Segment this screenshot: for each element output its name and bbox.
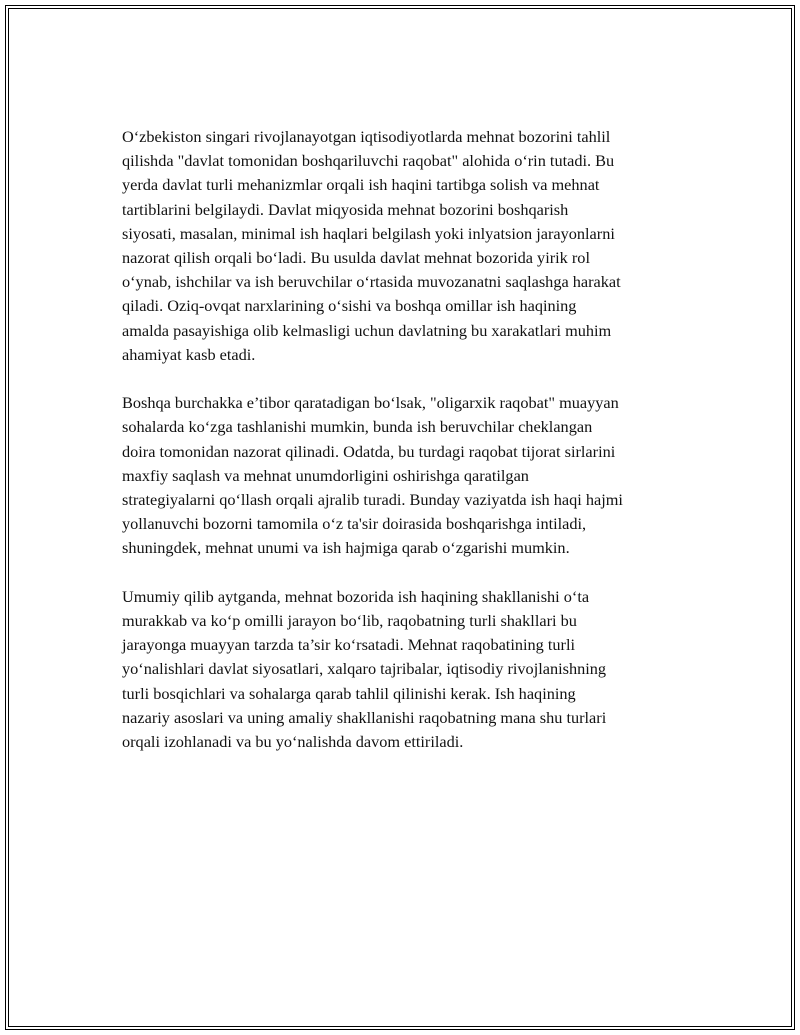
paragraph-1	[122, 125, 702, 367]
text-line: Boshqa burchakka e’tibor qaratadigan bo‘lsak, "oligarxik raqobat" muayyan	[122, 393, 619, 413]
document-body	[122, 125, 702, 778]
text-line: turli bosqichlari va sohalarga qarab tahlil qilinishi kerak. Ish haqining	[122, 683, 576, 703]
text-line: o‘ynab, ishchilar va ish beruvchilar o‘rtasida muvozanatni saqlashga harakat	[122, 272, 621, 292]
text-line: strategiyalarni qo‘llash orqali ajralib turadi. Bunday vaziyatda ish haqi hajmi	[122, 490, 623, 510]
document-page	[5, 5, 795, 1030]
paragraph-2	[122, 391, 702, 560]
text-line: orqali izohlanadi va bu yo‘nalishda davom ettiriladi.	[122, 732, 464, 752]
paragraph-3	[122, 585, 702, 754]
text-line: yo‘nalishlari davlat siyosatlari, xalqaro tajribalar, iqtisodiy rivojlanishning	[122, 659, 607, 679]
text-line: qilishda "davlat tomonidan boshqariluvchi raqobat" alohida o‘rin tutadi. Bu	[122, 151, 615, 171]
text-line: sohalarda ko‘zga tashlanishi mumkin, bunda ish beruvchilar cheklangan	[122, 417, 593, 437]
text-line: doira tomonidan nazorat qilinadi. Odatda, bu turdagi raqobat tijorat sirlarini	[122, 441, 616, 461]
text-line: O‘zbekiston singari rivojlanayotgan iqtisodiyotlarda mehnat bozorini tahlil	[122, 127, 611, 146]
text-line: yerda davlat turli mehanizmlar orqali ish haqini tartibga solish va mehnat	[122, 175, 600, 195]
text-line: nazorat qilish orqali bo‘ladi. Bu usulda davlat mehnat bozorida yirik rol	[122, 248, 590, 268]
text-line: siyosati, masalan, minimal ish haqlari belgilash yoki inlyatsion jarayonlarni	[122, 223, 615, 243]
text-line: yollanuvchi bozorni tamomila o‘z ta'sir doirasida boshqarishga intiladi,	[122, 514, 587, 534]
text-line: jarayonga muayyan tarzda ta’sir ko‘rsatadi. Mehnat raqobatining turli	[122, 635, 576, 655]
text-line: Umumiy qilib aytganda, mehnat bozorida ish haqining shakllanishi o‘ta	[122, 586, 590, 606]
text-line: nazariy asoslari va uning amaliy shakllanishi raqobatning mana shu turlari	[122, 707, 607, 727]
text-line: murakkab va ko‘p omilli jarayon bo‘lib, raqobatning turli shakllari bu	[122, 611, 577, 631]
text-line: qiladi. Oziq-ovqat narxlarining o‘sishi va boshqa omillar ish haqining	[122, 296, 577, 316]
text-line: shuningdek, mehnat unumi va ish hajmiga qarab o‘zgarishi mumkin.	[122, 538, 570, 558]
text-line: ahamiyat kasb etadi.	[122, 344, 256, 364]
text-line: maxfiy saqlash va mehnat unumdorligini oshirishga qaratilgan	[122, 465, 529, 485]
text-line: amalda pasayishiga olib kelmasligi uchun davlatning bu xarakatlari muhim	[122, 320, 612, 340]
text-line: tartiblarini belgilaydi. Davlat miqyosida mehnat bozorini boshqarish	[122, 199, 569, 219]
